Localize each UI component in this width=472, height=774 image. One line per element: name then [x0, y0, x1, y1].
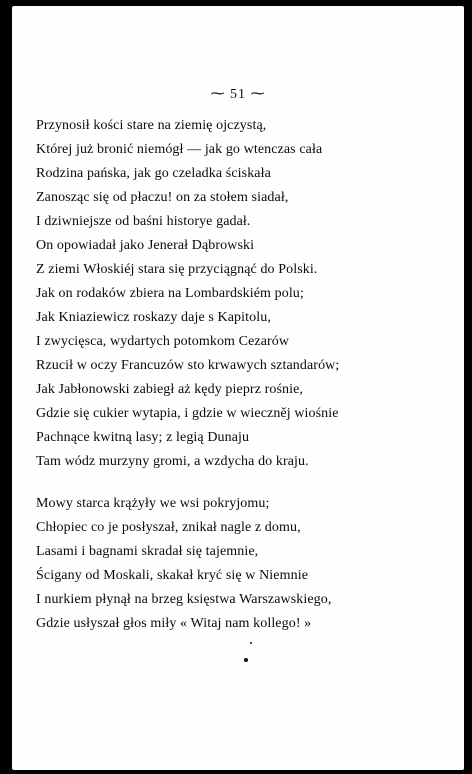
- poem-line: Jak on rodaków zbiera na Lombardskiém polu;: [36, 286, 304, 301]
- book-page: [12, 6, 464, 770]
- poem-line: Której już bronić niemógł — jak go wtenczas cała: [36, 142, 323, 157]
- poem-line: Ścigany od Moskali, skakał kryć się w Niemnie: [36, 568, 309, 583]
- poem-line: I nurkiem płynął na brzeg księstwa Warszawskiego,: [36, 592, 332, 607]
- poem-line: Tam wódz murzyny gromi, a wzdycha do kraju.: [36, 454, 309, 469]
- ornament-dot: [250, 642, 252, 644]
- poem-line: Rodzina pańska, jak go czeladka ściskała: [36, 166, 271, 181]
- poem-stanza-1: [36, 114, 456, 474]
- poem-line: I zwycięsca, wydartych potomkom Cezarów: [36, 334, 290, 349]
- poem-line: Lasami i bagnami skradał się tajemnie,: [36, 544, 259, 559]
- poem-line: I dziwniejsze od baśni historye gadał.: [36, 214, 251, 229]
- poem-line: Jak Kniaziewicz roskazy daje s Kapitolu,: [36, 310, 271, 325]
- poem-stanza-2: [36, 492, 456, 636]
- ornament-dot: [244, 658, 248, 662]
- poem-line: Mowy starca krążyły we wsi pokryjomu;: [36, 496, 270, 511]
- poem-line: Przynosił kości stare na ziemię ojczystą,: [36, 118, 267, 133]
- poem-line: On opowiadał jako Jenerał Dąbrowski: [36, 238, 255, 253]
- poem-line: Jak Jabłonowski zabiegł aż kędy pieprz rośnie,: [36, 382, 304, 397]
- poem-line: Chłopiec co je posłyszał, znikał nagle z domu,: [36, 520, 301, 535]
- poem-line: Pachnące kwitną lasy; z legią Dunaju: [36, 430, 250, 445]
- poem-line: Gdzie się cukier wytapia, i gdzie w wieczněj wiośnie: [36, 406, 339, 421]
- poem-line: Z ziemi Włoskiéj stara się przyciągnąć do Polski.: [36, 262, 318, 277]
- poem-line: Gdzie usłyszał głos miły « Witaj nam kollego! »: [36, 616, 312, 631]
- poem-line: Zanosząc się od płaczu! on za stołem siadał,: [36, 190, 289, 205]
- page-number: ⁓ 51 ⁓: [210, 87, 266, 102]
- poem-line: Rzucił w oczy Francuzów sto krwawych sztandarów;: [36, 358, 340, 373]
